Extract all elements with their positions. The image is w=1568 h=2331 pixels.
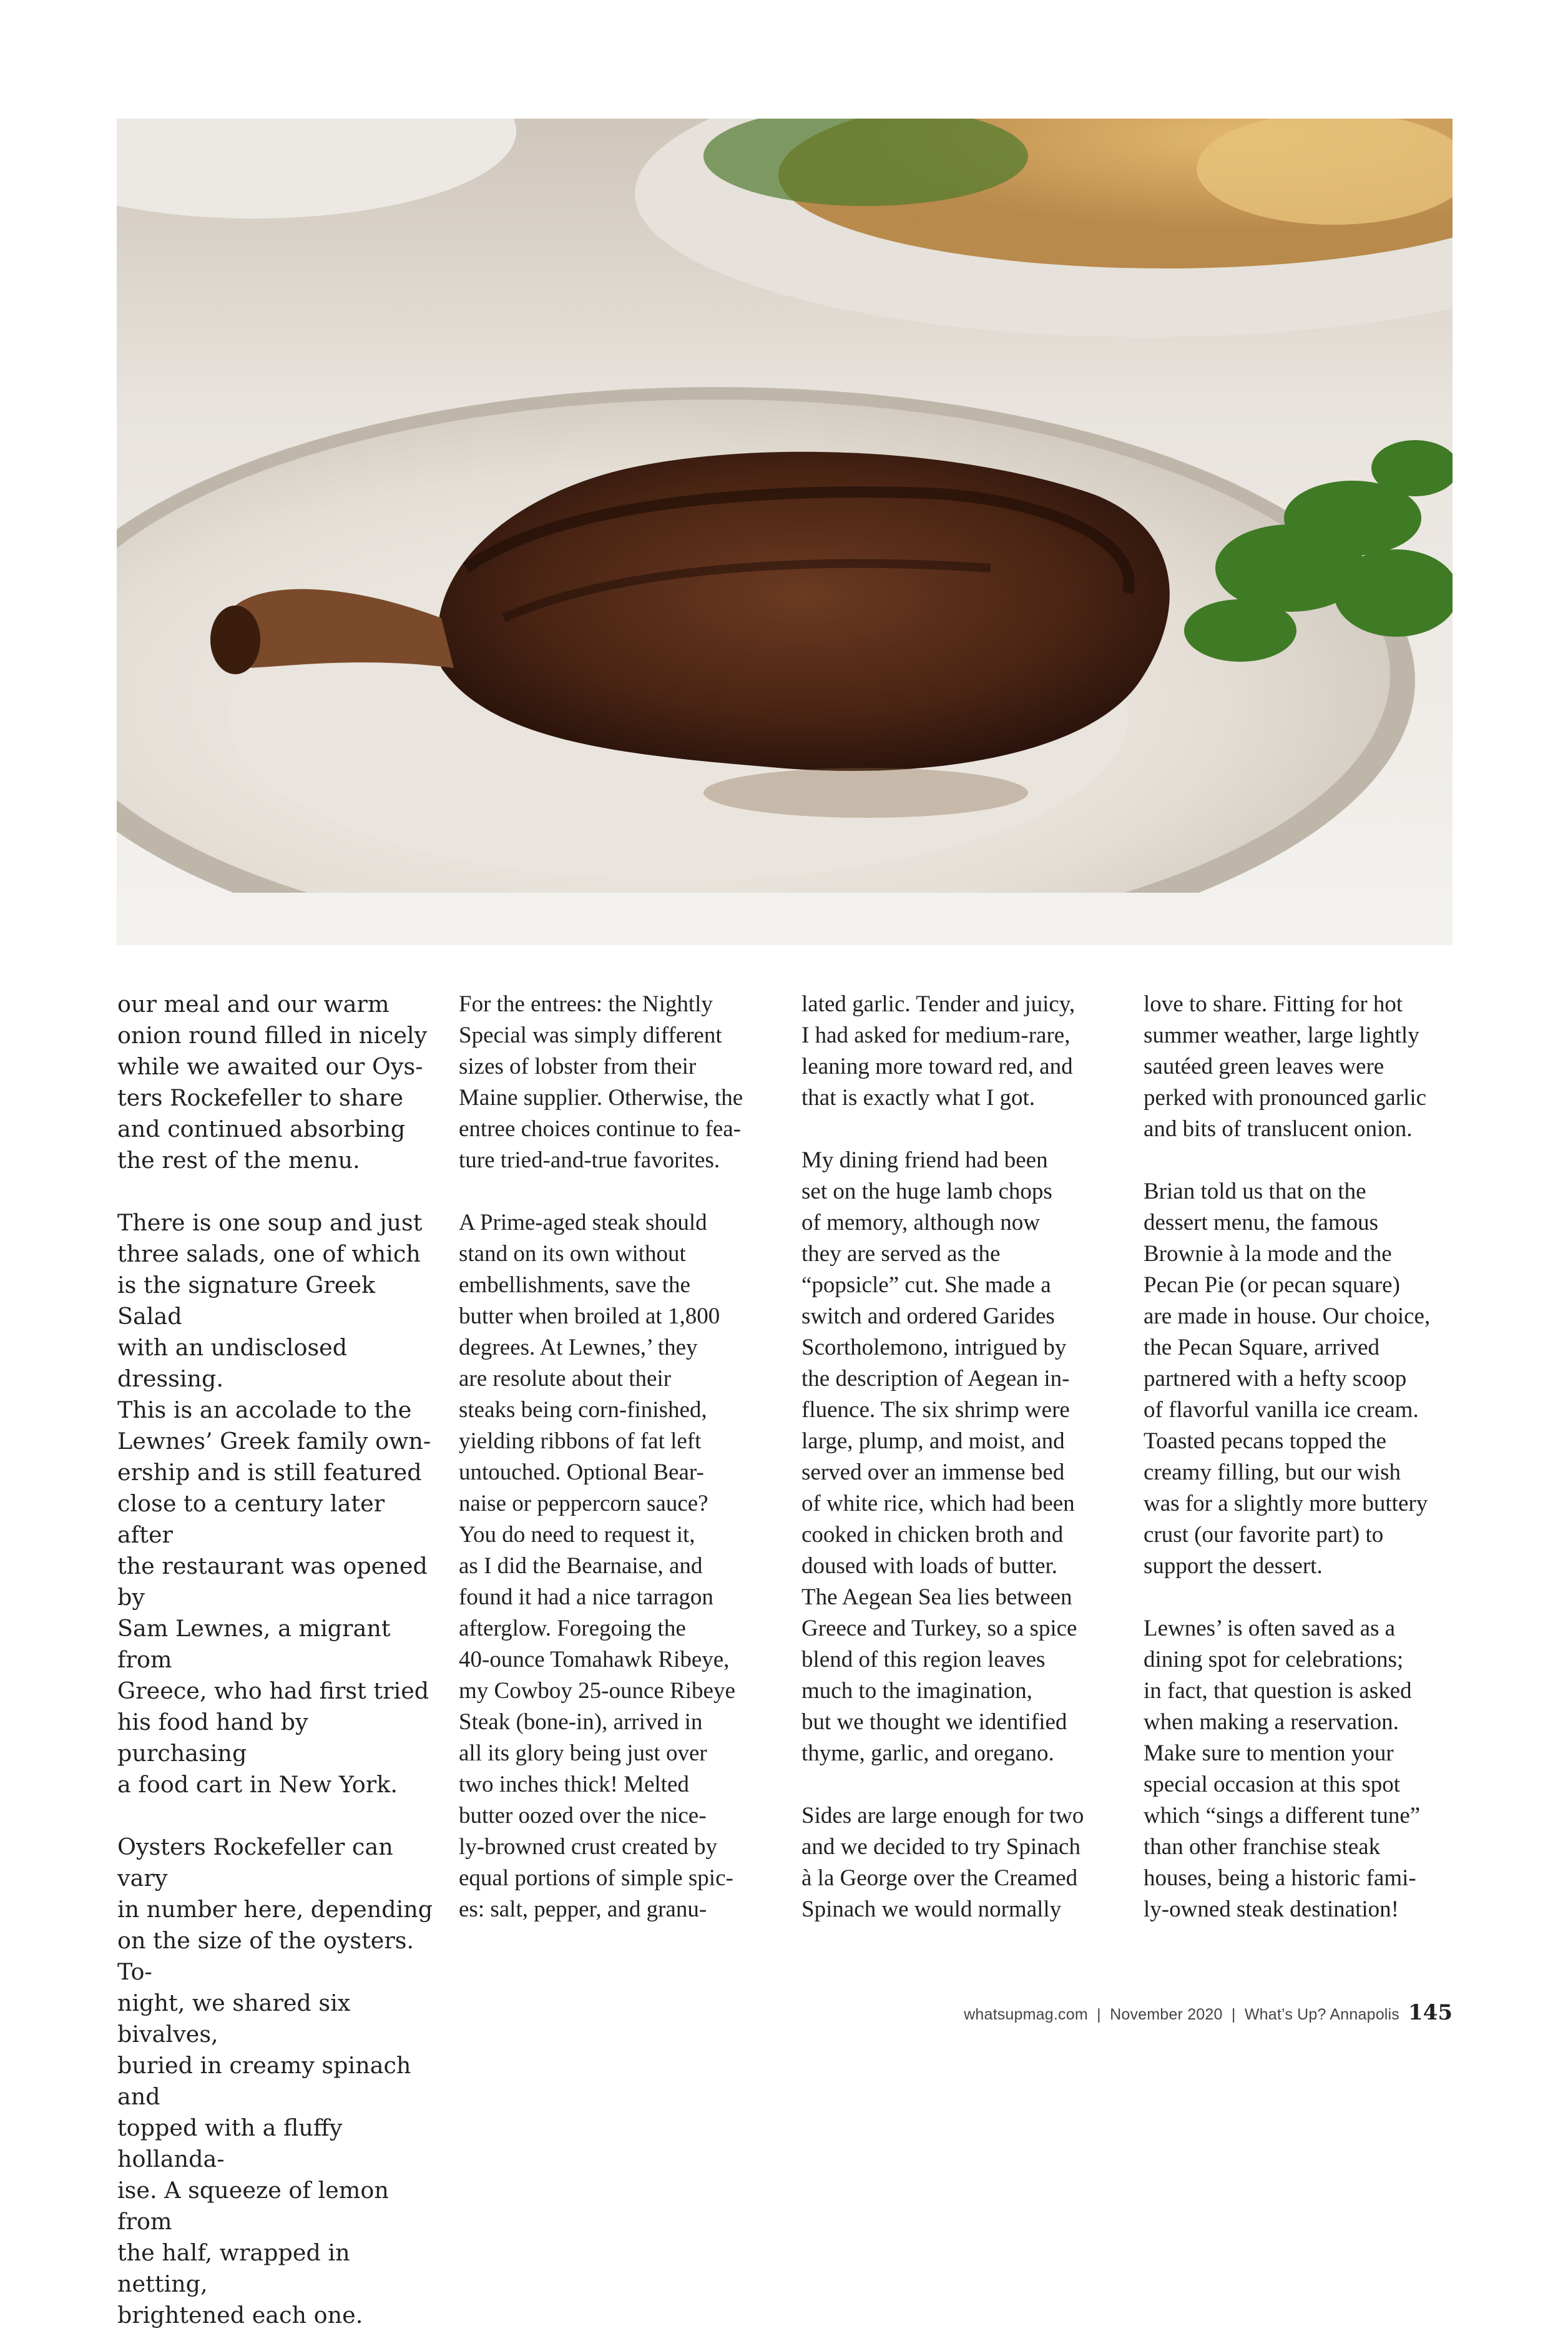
text-column-1 <box>117 989 442 2331</box>
paragraph: Sides are large enough for two and we decided to try Spinach à la George over the Creamed Spinach we would normally <box>801 1803 1084 1922</box>
paragraph: My dining friend had been set on the huge lamb chops of memory, although now they are served as the “popsicle” cut. She made a switch and ordered Garides Scortholemono, intrigued by the description of Aegean in- fluence. The six shrimp were large, plump, and moist, and served over an immense bed of white rice, which had been cooked in chicken broth and doused with loads of butter. The Aegean Sea lies between Greece and Turkey, so a spice blend of this region leaves much to the imagination, but we thought we identified thyme, garlic, and oregano. <box>801 1147 1077 1766</box>
footer-text: whatsupmag.com | November 2020 | What’s Up? Annapolis <box>964 2006 1400 2023</box>
text-column-3 <box>801 989 1126 1925</box>
paragraph: our meal and our warm onion round filled in nicely while we awaited our Oys- ters Rockefeller to share and continued absorbing the rest of the menu. <box>117 991 428 1174</box>
paragraph: Oysters Rockefeller can vary in number here, depending on the size of the oysters. To- night, we shared six bivalves, buried in creamy spinach and topped with a fluffy hollanda- ise. A squeeze of lemon from the half, wrapped in netting, brightened each one. <box>117 1833 433 2329</box>
paragraph: love to share. Fitting for hot summer weather, large lightly sautéed green leaves were perked with pronounced garlic and bits of translucent onion. <box>1144 991 1427 1142</box>
paragraph: There is one soup and just three salads, one of which is the signature Greek Salad with an undisclosed dressing. This is an accolade to the Lewnes’ Greek family own- ership and is still featured close to a century later after the restaurant was opened by Sam Lewnes, a migrant from Greece, who had first tried his food hand by purchasing a food cart in New York. <box>117 1209 431 1798</box>
paragraph: A Prime-aged steak should stand on its own without embellishments, save the butter when broiled at 1,800 degrees. At Lewnes,’ they are resolute about their steaks being corn-finished, yielding ribbons of fat left untouched. Optional Bear- naise or peppercorn sauce? You do need to request it, as I did the Bearnaise, and found it had a nice tarragon afterglow. Foregoing the 40-ounce Tomahawk Ribeye, my Cowboy 25-ounce Ribeye Steak (bone-in), arrived in all its glory being just over two inches thick! Melted butter oozed over the nice- ly-browned crust created by equal portions of simple spic- es: salt, pepper, and granu- <box>459 1210 735 1922</box>
paragraph: Lewnes’ is often saved as a dining spot for celebrations; in fact, that question is asked when making a reservation. Make sure to mention your special occasion at this spot which “sings a different tune” than other franchise steak houses, being a historic fami- ly-owned steak destination! <box>1144 1616 1421 1922</box>
paragraph: For the entrees: the Nightly Special was simply different sizes of lobster from their Maine supplier. Otherwise, the entree choices continue to fea- ture tried-and-true favorites. <box>459 991 743 1173</box>
paragraph: lated garlic. Tender and juicy, I had asked for medium-rare, leaning more toward red, and that is exactly what I got. <box>801 991 1076 1111</box>
steak <box>438 452 1170 771</box>
paragraph: Brian told us that on the dessert menu, the famous Brownie à la mode and the Pecan Pie (or pecan square) are made in house. Our choice, the Pecan Square, arrived partnered with a hefty scoop of flavorful vanilla ice cream. Toasted pecans topped the creamy filling, but our wish was for a slightly more buttery crust (our favorite part) to support the dessert. <box>1144 1179 1431 1579</box>
steak-photo <box>117 119 1453 945</box>
page-number: 145 <box>1408 2000 1453 2025</box>
text-column-2 <box>459 989 783 1925</box>
text-column-4 <box>1144 989 1468 1925</box>
page-footer <box>964 2000 1453 2025</box>
steak-illustration <box>117 119 1453 945</box>
